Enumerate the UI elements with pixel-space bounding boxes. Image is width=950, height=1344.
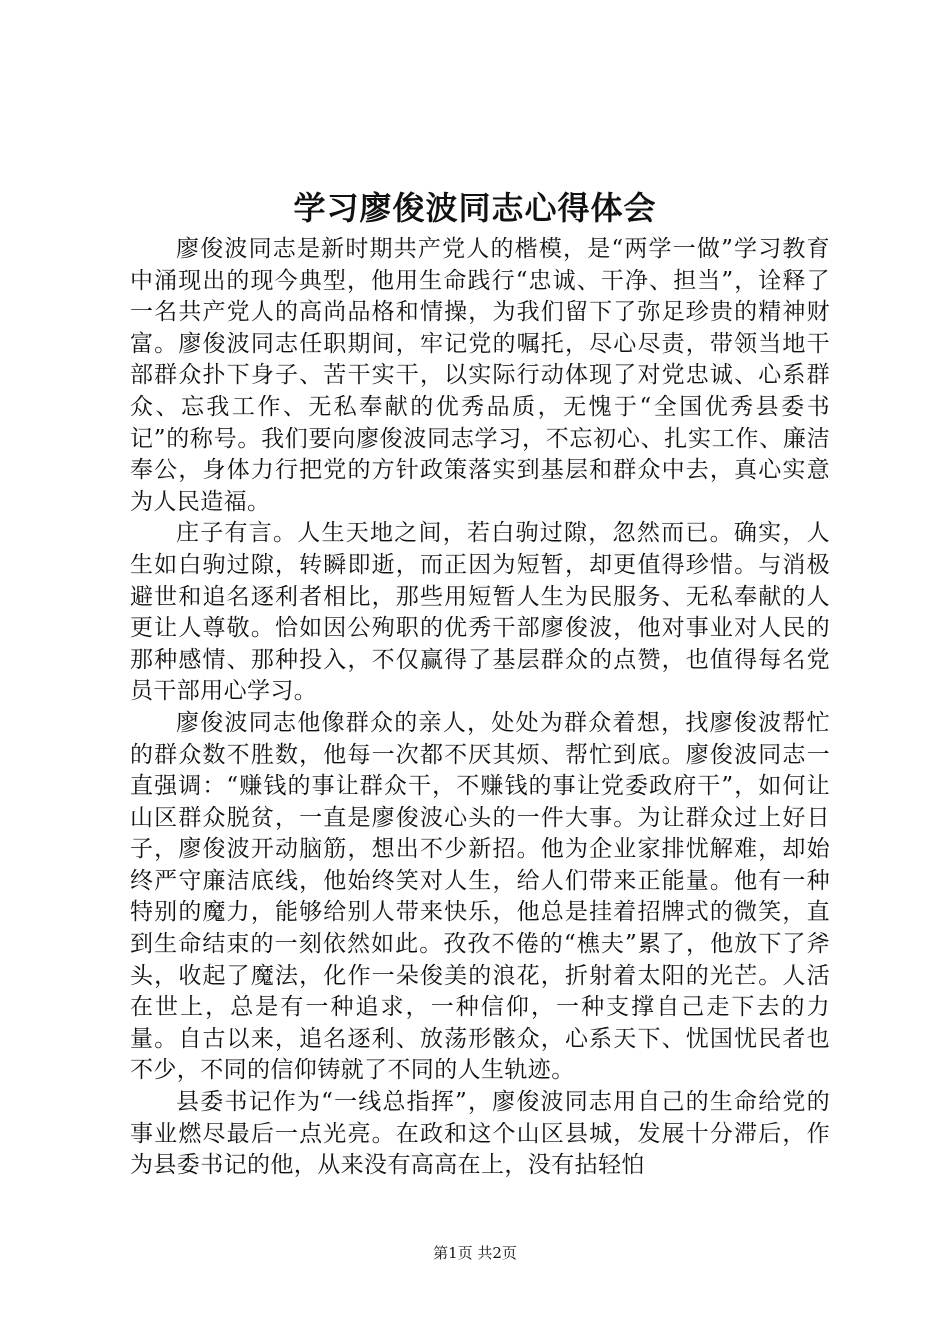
- paragraph-3: 廖俊波同志他像群众的亲人，处处为群众着想，找廖俊波帮忙的群众数不胜数，他每一次都不厌其烦、帮忙到底。廖俊波同志一直强调：“赚钱的事让群众干，不赚钱的事让党委政府干”，如何让山区群众脱贫，一直是廖俊波心头的一件大事。为让群众过上好日子，廖俊波开动脑筋，想出不少新招。他为企业家排忧解难，却始终严守廉洁底线，他始终笑对人生，给人们带来正能量。他有一种特别的魔力，能够给别人带来快乐，他总是挂着招牌式的微笑，直到生命结束的一刻依然如此。孜孜不倦的“樵夫”累了，他放下了斧头，收起了魔法，化作一朵俊美的浪花，折射着太阳的光芒。人活在世上，总是有一种追求，一种信仰，一种支撑自己走下去的力量。自古以来，追名逐利、放荡形骸众，心系天下、忧国忧民者也不少，不同的信仰铸就了不同的人生轨迹。: [130, 709, 830, 1084]
- document-body: [130, 234, 830, 1182]
- paragraph-2: 庄子有言。人生天地之间，若白驹过隙，忽然而已。确实，人生如白驹过隙，转瞬即逝，而正因为短暂，却更值得珍惜。与消极避世和追名逐利者相比，那些用短暂人生为民服务、无私奉献的人更让人尊敬。恰如因公殉职的优秀干部廖俊波，他对事业对人民的那种感情、那种投入，不仅赢得了基层群众的点赞，也值得每名党员干部用心学习。: [130, 520, 830, 705]
- paragraph-1: 廖俊波同志是新时期共产党人的楷模，是“两学一做”学习教育中涌现出的现今典型，他用生命践行“忠诚、干净、担当”，诠释了一名共产党人的高尚品格和情操，为我们留下了弥足珍贵的精神财富。廖俊波同志任职期间，牢记党的嘱托，尽心尽责，带领当地干部群众扑下身子、苦干实干，以实际行动体现了对党忠诚、心系群众、忘我工作、无私奉献的优秀品质，无愧于“全国优秀县委书记”的称号。我们要向廖俊波同志学习，不忘初心、扎实工作、廉洁奉公，身体力行把党的方针政策落实到基层和群众中去，真心实意为人民造福。: [130, 236, 830, 515]
- page-footer: 第1页 共2页: [433, 1244, 517, 1262]
- paragraph-4: 县委书记作为“一线总指挥”，廖俊波同志用自己的生命给党的事业燃尽最后一点光亮。在政和这个山区县城，发展十分滞后，作为县委书记的他，从来没有高高在上，没有拈轻怕: [130, 1089, 830, 1179]
- document-title: 学习廖俊波同志心得体会: [293, 189, 657, 227]
